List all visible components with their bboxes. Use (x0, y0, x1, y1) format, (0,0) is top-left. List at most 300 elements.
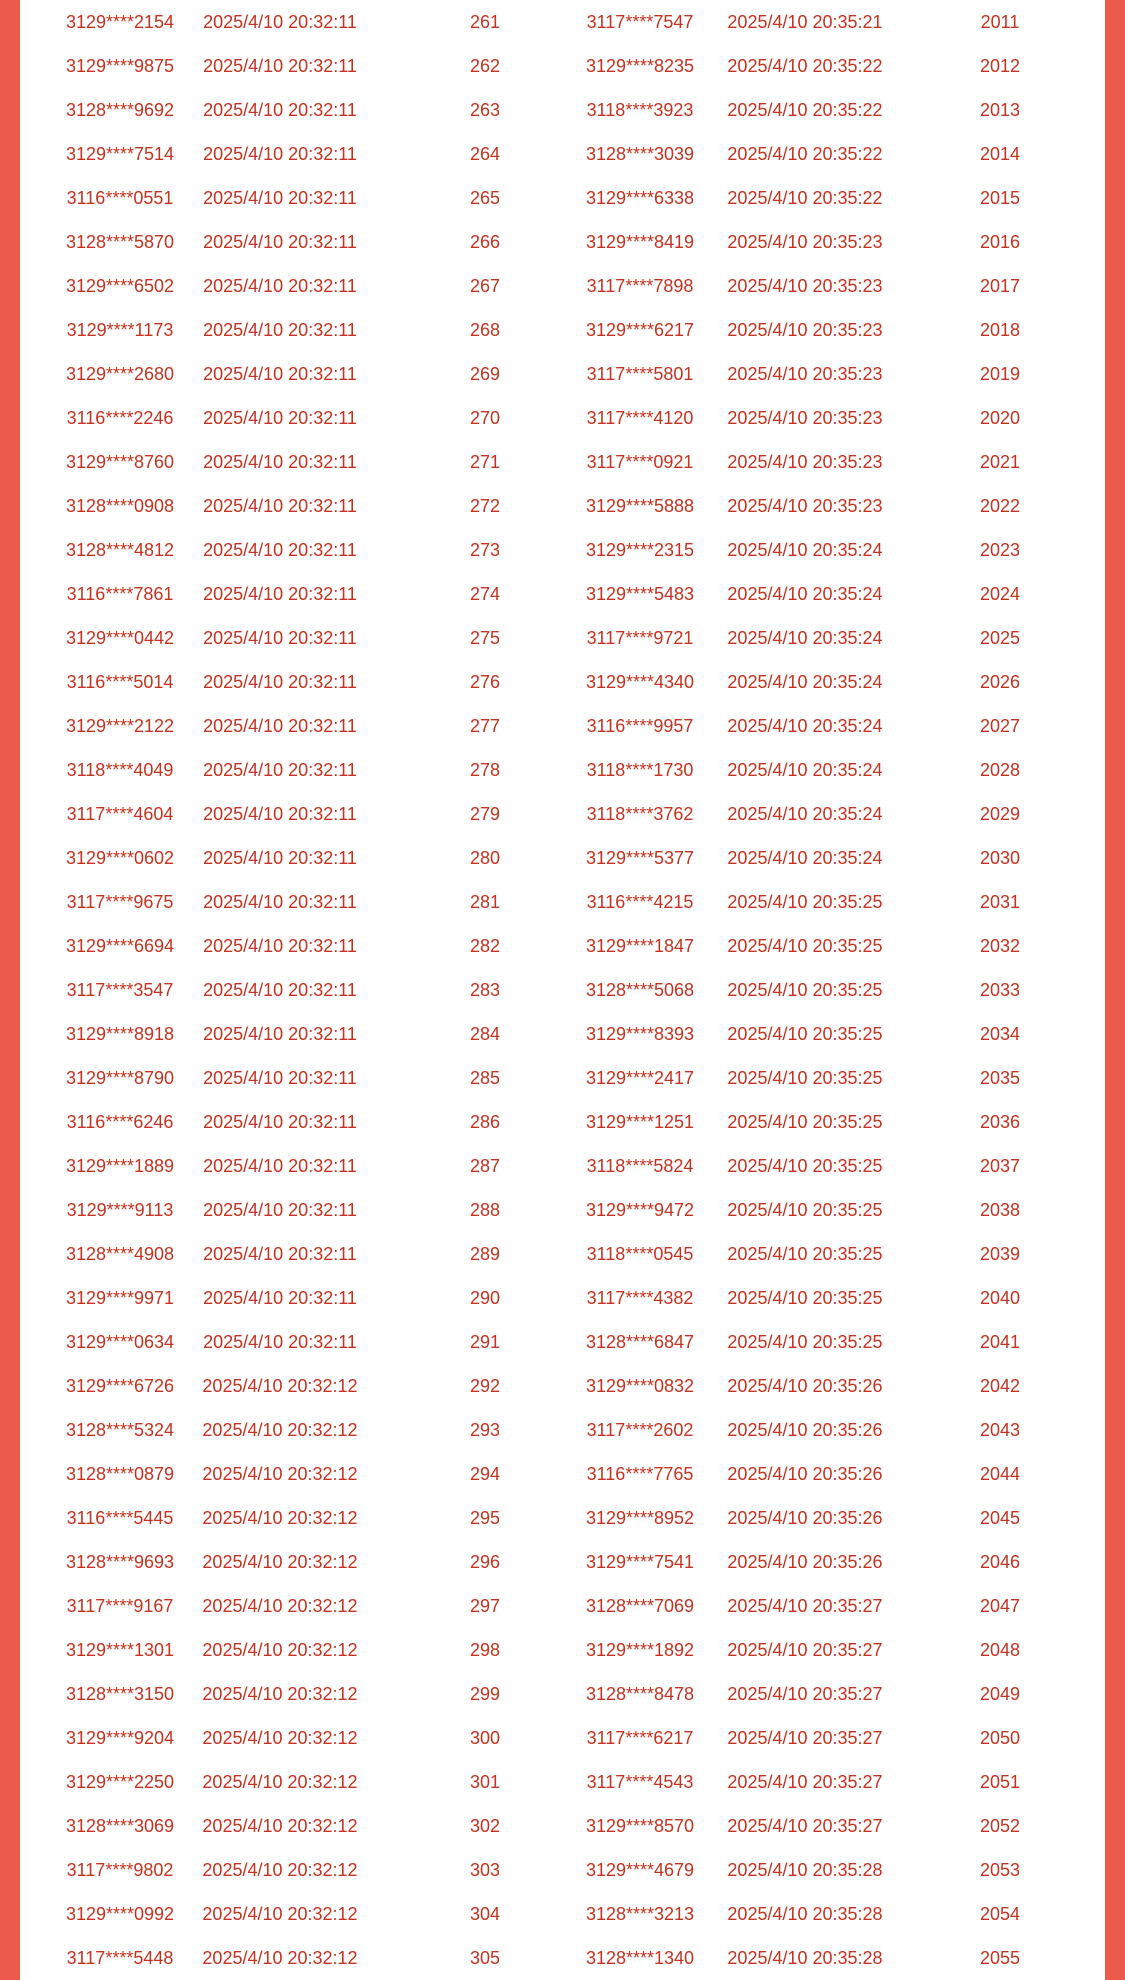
time-right-cell: 2025/4/10 20:35:23 (727, 496, 883, 516)
time-right-cell: 2025/4/10 20:35:25 (727, 1288, 883, 1308)
time-right-cell: 2025/4/10 20:35:24 (727, 760, 883, 780)
rank-right-cell: 2034 (979, 1024, 1021, 1044)
time-left-cell: 2025/4/10 20:32:11 (203, 100, 357, 120)
phone-left-cell: 3128****0879 (65, 1464, 175, 1484)
table-row (20, 0, 1105, 44)
time-right-cell: 2025/4/10 20:35:25 (727, 936, 883, 956)
phone-right-cell: 3129****0832 (585, 1376, 695, 1396)
rank-right-cell: 2029 (979, 804, 1021, 824)
phone-left-cell: 3129****0442 (65, 628, 175, 648)
rank-left-cell: 277 (469, 716, 501, 736)
phone-left-cell: 3116****7861 (66, 584, 174, 604)
time-left-cell: 2025/4/10 20:32:11 (203, 980, 357, 1000)
phone-left-cell: 3118****4049 (66, 760, 174, 780)
rank-right-cell: 2021 (979, 452, 1021, 472)
rank-right-cell: 2015 (979, 188, 1021, 208)
phone-left-cell: 3129****1301 (65, 1640, 175, 1660)
time-left-cell: 2025/4/10 20:32:12 (202, 1420, 358, 1440)
rank-left-cell: 282 (469, 936, 501, 956)
table-row (20, 1276, 1105, 1320)
table-row (20, 1848, 1105, 1892)
rank-right-cell: 2050 (979, 1728, 1021, 1748)
time-left-cell: 2025/4/10 20:32:11 (203, 716, 357, 736)
phone-left-cell: 3128****4908 (65, 1244, 175, 1264)
phone-right-cell: 3117****2602 (586, 1420, 694, 1440)
phone-left-cell: 3128****4812 (65, 540, 175, 560)
rank-right-cell: 2048 (979, 1640, 1021, 1660)
time-right-cell: 2025/4/10 20:35:24 (727, 540, 883, 560)
phone-right-cell: 3129****4679 (585, 1860, 695, 1880)
time-left-cell: 2025/4/10 20:32:12 (202, 1948, 358, 1968)
time-right-cell: 2025/4/10 20:35:28 (727, 1948, 883, 1968)
rank-left-cell: 298 (469, 1640, 501, 1660)
time-left-cell: 2025/4/10 20:32:11 (203, 1244, 357, 1264)
time-left-cell: 2025/4/10 20:32:12 (202, 1816, 358, 1836)
phone-right-cell: 3118****0545 (586, 1244, 694, 1264)
time-right-cell: 2025/4/10 20:35:25 (727, 1156, 883, 1176)
time-right-cell: 2025/4/10 20:35:25 (727, 1332, 883, 1352)
time-left-cell: 2025/4/10 20:32:11 (203, 1200, 357, 1220)
rank-left-cell: 262 (469, 56, 501, 76)
rank-left-cell: 272 (469, 496, 501, 516)
table-row (20, 1496, 1105, 1540)
rank-right-cell: 2013 (979, 100, 1021, 120)
phone-left-cell: 3128****9692 (65, 100, 175, 120)
rank-right-cell: 2018 (979, 320, 1021, 340)
rank-right-cell: 2054 (979, 1904, 1021, 1924)
phone-right-cell: 3128****7069 (585, 1596, 695, 1616)
phone-right-cell: 3129****4340 (585, 672, 695, 692)
phone-left-cell: 3116****6246 (66, 1112, 174, 1132)
rank-right-cell: 2055 (979, 1948, 1021, 1968)
time-left-cell: 2025/4/10 20:32:11 (203, 408, 357, 428)
phone-left-cell: 3116****5445 (66, 1508, 174, 1528)
time-right-cell: 2025/4/10 20:35:24 (727, 848, 883, 868)
table-row (20, 176, 1105, 220)
phone-right-cell: 3117****7898 (586, 276, 694, 296)
phone-right-cell: 3129****5377 (585, 848, 695, 868)
phone-right-cell: 3129****7541 (585, 1552, 695, 1572)
rank-right-cell: 2016 (979, 232, 1021, 252)
table-row (20, 924, 1105, 968)
rank-left-cell: 303 (469, 1860, 501, 1880)
table-row (20, 748, 1105, 792)
time-left-cell: 2025/4/10 20:32:11 (203, 452, 357, 472)
time-right-cell: 2025/4/10 20:35:21 (727, 12, 883, 32)
rank-left-cell: 305 (469, 1948, 501, 1968)
phone-left-cell: 3129****9971 (65, 1288, 175, 1308)
phone-left-cell: 3117****3547 (66, 980, 174, 1000)
phone-right-cell: 3129****5483 (585, 584, 695, 604)
time-right-cell: 2025/4/10 20:35:24 (727, 716, 883, 736)
rank-left-cell: 290 (469, 1288, 501, 1308)
phone-left-cell: 3129****7514 (65, 144, 175, 164)
time-left-cell: 2025/4/10 20:32:11 (203, 1068, 357, 1088)
time-right-cell: 2025/4/10 20:35:26 (727, 1376, 883, 1396)
phone-right-cell: 3129****1892 (585, 1640, 695, 1660)
phone-right-cell: 3129****8570 (585, 1816, 695, 1836)
phone-right-cell: 3118****1730 (586, 760, 694, 780)
time-right-cell: 2025/4/10 20:35:22 (727, 188, 883, 208)
time-right-cell: 2025/4/10 20:35:22 (727, 100, 883, 120)
phone-left-cell: 3117****9802 (66, 1860, 174, 1880)
time-right-cell: 2025/4/10 20:35:26 (727, 1420, 883, 1440)
time-left-cell: 2025/4/10 20:32:11 (203, 1112, 357, 1132)
rank-right-cell: 2020 (979, 408, 1021, 428)
phone-right-cell: 3129****8393 (585, 1024, 695, 1044)
rank-left-cell: 294 (469, 1464, 501, 1484)
rank-left-cell: 297 (469, 1596, 501, 1616)
phone-right-cell: 3129****6338 (585, 188, 695, 208)
rank-left-cell: 280 (469, 848, 501, 868)
time-right-cell: 2025/4/10 20:35:25 (727, 1244, 883, 1264)
rank-left-cell: 301 (469, 1772, 501, 1792)
time-right-cell: 2025/4/10 20:35:26 (727, 1464, 883, 1484)
rank-left-cell: 288 (469, 1200, 501, 1220)
rank-left-cell: 281 (469, 892, 501, 912)
rank-left-cell: 295 (469, 1508, 501, 1528)
rank-right-cell: 2012 (979, 56, 1021, 76)
rank-left-cell: 270 (469, 408, 501, 428)
phone-right-cell: 3128****1340 (585, 1948, 695, 1968)
table-row (20, 132, 1105, 176)
table-row (20, 1760, 1105, 1804)
time-right-cell: 2025/4/10 20:35:24 (727, 628, 883, 648)
time-right-cell: 2025/4/10 20:35:26 (727, 1508, 883, 1528)
rank-right-cell: 2032 (979, 936, 1021, 956)
time-left-cell: 2025/4/10 20:32:11 (203, 1332, 357, 1352)
rank-right-cell: 2046 (979, 1552, 1021, 1572)
table-row (20, 1936, 1105, 1980)
phone-left-cell: 3129****1173 (66, 320, 174, 340)
phone-left-cell: 3129****8790 (65, 1068, 175, 1088)
rank-left-cell: 278 (469, 760, 501, 780)
phone-right-cell: 3129****6217 (585, 320, 695, 340)
rank-left-cell: 304 (469, 1904, 501, 1924)
time-left-cell: 2025/4/10 20:32:11 (203, 628, 357, 648)
rank-right-cell: 2052 (979, 1816, 1021, 1836)
rank-right-cell: 2047 (979, 1596, 1021, 1616)
phone-right-cell: 3129****2315 (585, 540, 695, 560)
time-right-cell: 2025/4/10 20:35:25 (727, 1024, 883, 1044)
phone-right-cell: 3117****4120 (586, 408, 694, 428)
rank-right-cell: 2041 (979, 1332, 1021, 1352)
rank-right-cell: 2035 (979, 1068, 1021, 1088)
rank-right-cell: 2049 (979, 1684, 1021, 1704)
phone-right-cell: 3116****4215 (586, 892, 694, 912)
time-right-cell: 2025/4/10 20:35:22 (727, 144, 883, 164)
time-right-cell: 2025/4/10 20:35:28 (727, 1904, 883, 1924)
table-row (20, 1584, 1105, 1628)
rank-left-cell: 291 (469, 1332, 501, 1352)
phone-left-cell: 3117****9167 (66, 1596, 174, 1616)
time-left-cell: 2025/4/10 20:32:12 (202, 1904, 358, 1924)
time-left-cell: 2025/4/10 20:32:11 (203, 320, 357, 340)
phone-left-cell: 3116****2246 (66, 408, 174, 428)
rank-left-cell: 276 (469, 672, 501, 692)
phone-left-cell: 3128****5324 (65, 1420, 175, 1440)
rank-right-cell: 2014 (979, 144, 1021, 164)
time-left-cell: 2025/4/10 20:32:11 (203, 936, 357, 956)
time-right-cell: 2025/4/10 20:35:24 (727, 672, 883, 692)
table-row (20, 1892, 1105, 1936)
rank-right-cell: 2022 (979, 496, 1021, 516)
table-row (20, 1056, 1105, 1100)
time-right-cell: 2025/4/10 20:35:25 (727, 1200, 883, 1220)
rank-right-cell: 2053 (979, 1860, 1021, 1880)
time-left-cell: 2025/4/10 20:32:11 (203, 144, 357, 164)
rank-right-cell: 2038 (979, 1200, 1021, 1220)
table-row (20, 1452, 1105, 1496)
time-right-cell: 2025/4/10 20:35:28 (727, 1860, 883, 1880)
phone-left-cell: 3117****5448 (66, 1948, 174, 1968)
phone-left-cell: 3129****2250 (65, 1772, 175, 1792)
rank-left-cell: 293 (469, 1420, 501, 1440)
rank-left-cell: 292 (469, 1376, 501, 1396)
rank-left-cell: 287 (469, 1156, 501, 1176)
time-left-cell: 2025/4/10 20:32:11 (203, 12, 357, 32)
time-right-cell: 2025/4/10 20:35:26 (727, 1552, 883, 1572)
phone-right-cell: 3128****3213 (585, 1904, 695, 1924)
phone-right-cell: 3129****5888 (585, 496, 695, 516)
phone-left-cell: 3129****6726 (65, 1376, 175, 1396)
rank-left-cell: 296 (469, 1552, 501, 1572)
phone-right-cell: 3129****9472 (585, 1200, 695, 1220)
time-left-cell: 2025/4/10 20:32:11 (203, 1024, 357, 1044)
rank-left-cell: 300 (469, 1728, 501, 1748)
rank-right-cell: 2027 (979, 716, 1021, 736)
table-row (20, 1540, 1105, 1584)
time-right-cell: 2025/4/10 20:35:23 (727, 408, 883, 428)
rank-right-cell: 2051 (979, 1772, 1021, 1792)
rank-right-cell: 2019 (979, 364, 1021, 384)
phone-left-cell: 3117****9675 (66, 892, 174, 912)
phone-right-cell: 3117****5801 (586, 364, 694, 384)
rank-right-cell: 2037 (979, 1156, 1021, 1176)
phone-right-cell: 3129****8952 (585, 1508, 695, 1528)
rank-right-cell: 2031 (979, 892, 1021, 912)
rank-left-cell: 266 (469, 232, 501, 252)
rank-left-cell: 264 (469, 144, 501, 164)
phone-left-cell: 3129****2122 (65, 716, 175, 736)
phone-right-cell: 3118****3923 (586, 100, 694, 120)
phone-left-cell: 3128****9693 (65, 1552, 175, 1572)
phone-right-cell: 3128****3039 (585, 144, 695, 164)
time-left-cell: 2025/4/10 20:32:11 (203, 276, 357, 296)
rank-right-cell: 2039 (979, 1244, 1021, 1264)
table-row (20, 484, 1105, 528)
rank-right-cell: 2033 (979, 980, 1021, 1000)
time-right-cell: 2025/4/10 20:35:23 (727, 320, 883, 340)
table-row (20, 528, 1105, 572)
phone-right-cell: 3129****1251 (585, 1112, 695, 1132)
time-left-cell: 2025/4/10 20:32:12 (202, 1772, 358, 1792)
time-right-cell: 2025/4/10 20:35:27 (727, 1728, 883, 1748)
table-row (20, 704, 1105, 748)
table-row (20, 616, 1105, 660)
phone-right-cell: 3117****6217 (586, 1728, 694, 1748)
rank-left-cell: 261 (469, 12, 501, 32)
rank-right-cell: 2043 (979, 1420, 1021, 1440)
rank-left-cell: 275 (469, 628, 501, 648)
time-left-cell: 2025/4/10 20:32:12 (202, 1508, 358, 1528)
phone-left-cell: 3129****1889 (65, 1156, 175, 1176)
time-right-cell: 2025/4/10 20:35:25 (727, 980, 883, 1000)
table-row (20, 308, 1105, 352)
time-left-cell: 2025/4/10 20:32:11 (203, 760, 357, 780)
phone-left-cell: 3129****0992 (65, 1904, 175, 1924)
phone-left-cell: 3129****2680 (65, 364, 175, 384)
phone-right-cell: 3128****8478 (585, 1684, 695, 1704)
rank-left-cell: 265 (469, 188, 501, 208)
phone-left-cell: 3128****0908 (65, 496, 175, 516)
rank-right-cell: 2044 (979, 1464, 1021, 1484)
time-right-cell: 2025/4/10 20:35:22 (727, 56, 883, 76)
time-right-cell: 2025/4/10 20:35:23 (727, 232, 883, 252)
table-row (20, 1012, 1105, 1056)
table-row (20, 1232, 1105, 1276)
time-right-cell: 2025/4/10 20:35:27 (727, 1596, 883, 1616)
phone-right-cell: 3117****4382 (586, 1288, 694, 1308)
table-row (20, 1804, 1105, 1848)
phone-right-cell: 3117****7547 (586, 12, 694, 32)
table-row (20, 396, 1105, 440)
table-row (20, 1144, 1105, 1188)
time-left-cell: 2025/4/10 20:32:11 (203, 56, 357, 76)
time-left-cell: 2025/4/10 20:32:12 (202, 1684, 358, 1704)
rank-left-cell: 302 (469, 1816, 501, 1836)
rank-left-cell: 299 (469, 1684, 501, 1704)
rank-right-cell: 2024 (979, 584, 1021, 604)
rank-left-cell: 263 (469, 100, 501, 120)
time-left-cell: 2025/4/10 20:32:11 (203, 540, 357, 560)
table-row (20, 44, 1105, 88)
time-left-cell: 2025/4/10 20:32:12 (202, 1860, 358, 1880)
time-right-cell: 2025/4/10 20:35:23 (727, 452, 883, 472)
phone-right-cell: 3128****6847 (585, 1332, 695, 1352)
phone-right-cell: 3116****7765 (586, 1464, 694, 1484)
table-row (20, 1320, 1105, 1364)
time-right-cell: 2025/4/10 20:35:27 (727, 1816, 883, 1836)
phone-right-cell: 3128****5068 (585, 980, 695, 1000)
table-row (20, 1408, 1105, 1452)
table-row (20, 880, 1105, 924)
rank-right-cell: 2023 (979, 540, 1021, 560)
table-row (20, 220, 1105, 264)
time-left-cell: 2025/4/10 20:32:11 (203, 892, 357, 912)
phone-left-cell: 3117****4604 (66, 804, 174, 824)
rank-right-cell: 2040 (979, 1288, 1021, 1308)
time-left-cell: 2025/4/10 20:32:11 (203, 584, 357, 604)
phone-left-cell: 3129****9113 (66, 1200, 174, 1220)
time-right-cell: 2025/4/10 20:35:25 (727, 892, 883, 912)
time-left-cell: 2025/4/10 20:32:11 (203, 804, 357, 824)
table-row (20, 1716, 1105, 1760)
table-row (20, 1100, 1105, 1144)
rank-right-cell: 2017 (979, 276, 1021, 296)
table-row (20, 440, 1105, 484)
time-right-cell: 2025/4/10 20:35:25 (727, 1112, 883, 1132)
time-left-cell: 2025/4/10 20:32:12 (202, 1376, 358, 1396)
rank-right-cell: 2028 (979, 760, 1021, 780)
time-right-cell: 2025/4/10 20:35:25 (727, 1068, 883, 1088)
phone-left-cell: 3128****3069 (65, 1816, 175, 1836)
table-row (20, 792, 1105, 836)
phone-left-cell: 3129****8918 (65, 1024, 175, 1044)
time-right-cell: 2025/4/10 20:35:27 (727, 1772, 883, 1792)
rank-left-cell: 284 (469, 1024, 501, 1044)
table-row (20, 572, 1105, 616)
rank-left-cell: 279 (469, 804, 501, 824)
rank-left-cell: 285 (469, 1068, 501, 1088)
phone-right-cell: 3129****8419 (585, 232, 695, 252)
rank-left-cell: 268 (469, 320, 501, 340)
table-row (20, 836, 1105, 880)
time-left-cell: 2025/4/10 20:32:12 (202, 1596, 358, 1616)
table-row (20, 352, 1105, 396)
phone-right-cell: 3129****1847 (585, 936, 695, 956)
rank-right-cell: 2036 (979, 1112, 1021, 1132)
phone-right-cell: 3117****4543 (586, 1772, 694, 1792)
table-row (20, 1672, 1105, 1716)
phone-left-cell: 3129****8760 (65, 452, 175, 472)
time-left-cell: 2025/4/10 20:32:11 (203, 232, 357, 252)
time-left-cell: 2025/4/10 20:32:12 (202, 1640, 358, 1660)
phone-left-cell: 3128****3150 (65, 1684, 175, 1704)
time-left-cell: 2025/4/10 20:32:12 (202, 1728, 358, 1748)
phone-right-cell: 3129****8235 (585, 56, 695, 76)
rank-right-cell: 2030 (979, 848, 1021, 868)
phone-right-cell: 3117****0921 (586, 452, 694, 472)
phone-left-cell: 3129****9204 (65, 1728, 175, 1748)
winners-list-panel (20, 0, 1105, 1980)
phone-right-cell: 3118****3762 (586, 804, 694, 824)
time-left-cell: 2025/4/10 20:32:12 (202, 1552, 358, 1572)
phone-left-cell: 3129****0602 (65, 848, 175, 868)
time-right-cell: 2025/4/10 20:35:27 (727, 1684, 883, 1704)
time-left-cell: 2025/4/10 20:32:11 (203, 848, 357, 868)
time-left-cell: 2025/4/10 20:32:11 (203, 1156, 357, 1176)
table-row (20, 1364, 1105, 1408)
time-right-cell: 2025/4/10 20:35:24 (727, 804, 883, 824)
phone-left-cell: 3129****6694 (65, 936, 175, 956)
phone-right-cell: 3129****2417 (585, 1068, 695, 1088)
phone-left-cell: 3129****9875 (65, 56, 175, 76)
rank-right-cell: 2042 (979, 1376, 1021, 1396)
phone-left-cell: 3129****6502 (65, 276, 175, 296)
time-right-cell: 2025/4/10 20:35:23 (727, 364, 883, 384)
time-left-cell: 2025/4/10 20:32:11 (203, 188, 357, 208)
table-row (20, 968, 1105, 1012)
phone-left-cell: 3128****5870 (65, 232, 175, 252)
rank-left-cell: 267 (469, 276, 501, 296)
table-row (20, 88, 1105, 132)
rank-left-cell: 283 (469, 980, 501, 1000)
table-row (20, 660, 1105, 704)
time-right-cell: 2025/4/10 20:35:27 (727, 1640, 883, 1660)
time-left-cell: 2025/4/10 20:32:11 (203, 496, 357, 516)
rank-left-cell: 274 (469, 584, 501, 604)
phone-left-cell: 3129****0634 (65, 1332, 175, 1352)
table-row (20, 1628, 1105, 1672)
rank-left-cell: 269 (469, 364, 501, 384)
phone-right-cell: 3117****9721 (586, 628, 694, 648)
rank-left-cell: 286 (469, 1112, 501, 1132)
time-left-cell: 2025/4/10 20:32:12 (202, 1464, 358, 1484)
time-right-cell: 2025/4/10 20:35:23 (727, 276, 883, 296)
rank-left-cell: 289 (469, 1244, 501, 1264)
time-left-cell: 2025/4/10 20:32:11 (203, 1288, 357, 1308)
